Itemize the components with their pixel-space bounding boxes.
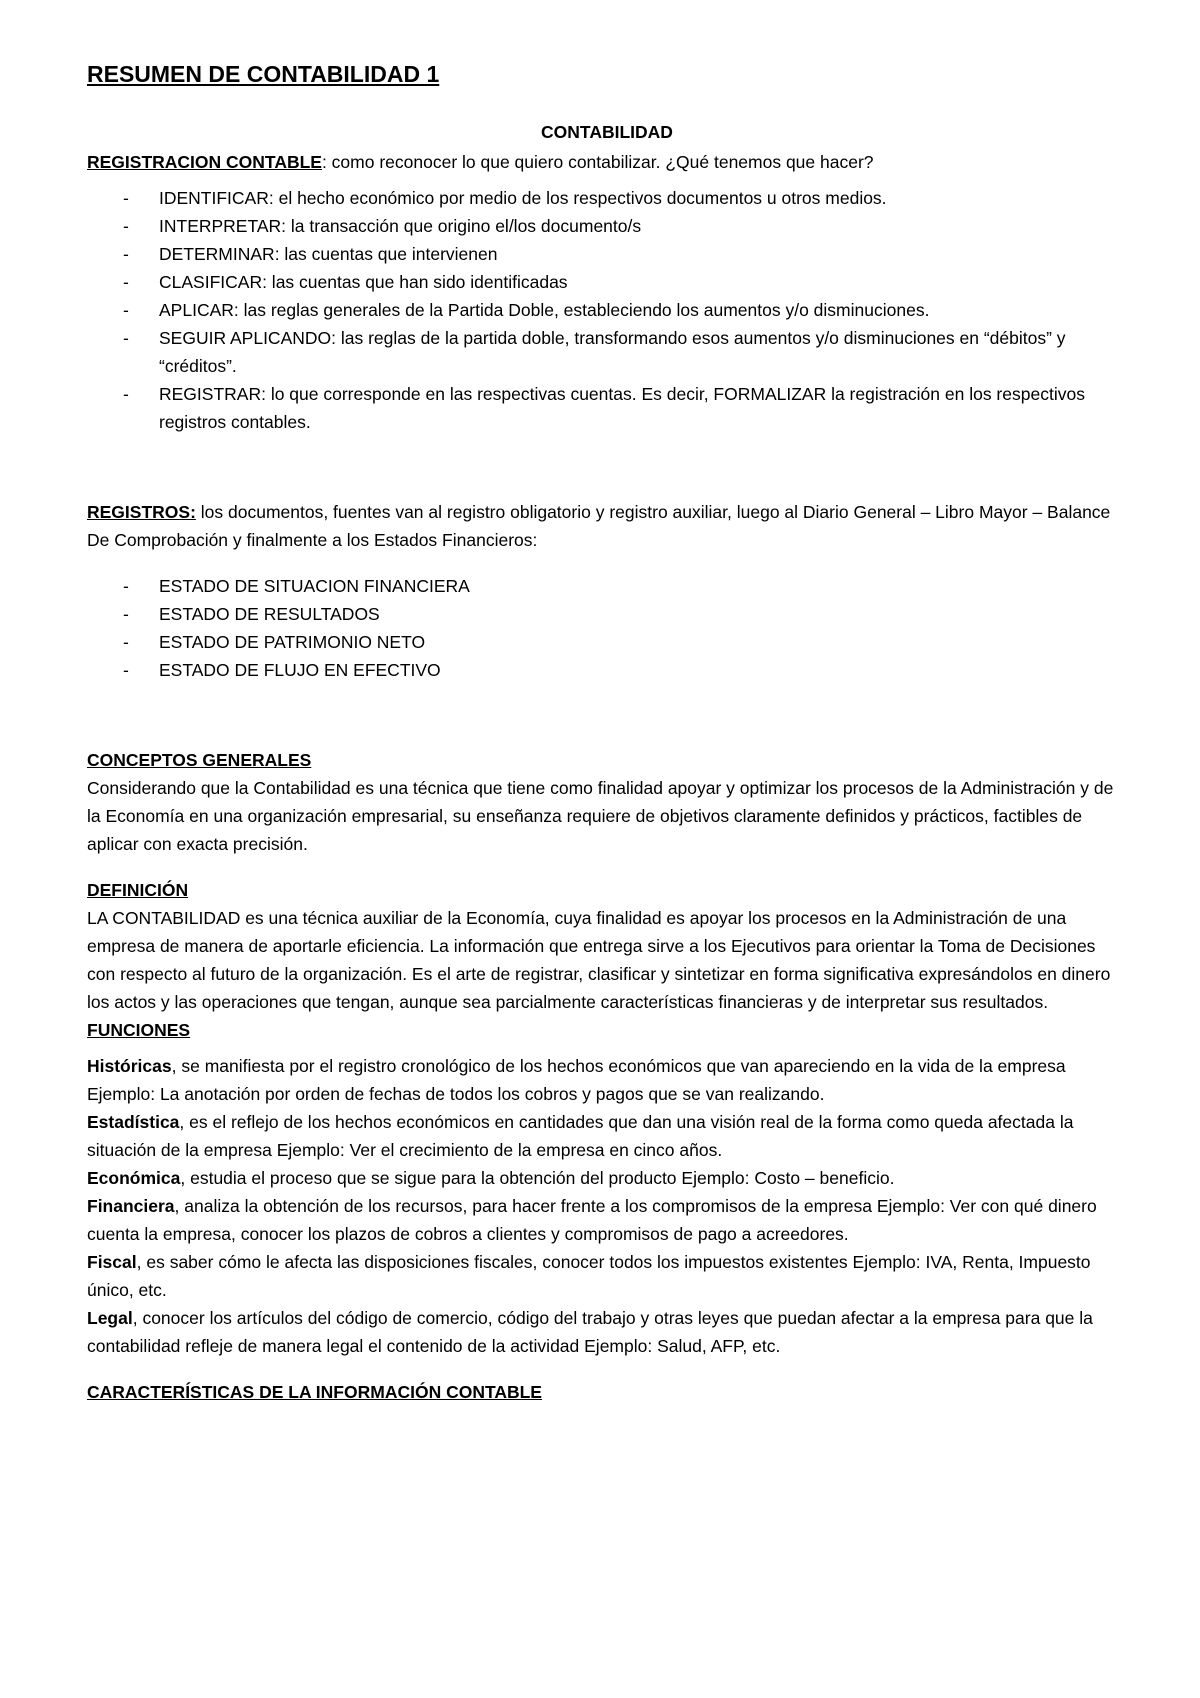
registracion-intro: : como reconocer lo que quiero contabilizar. ¿Qué tenemos que hacer? <box>321 152 874 172</box>
funcion-term: Históricas <box>87 1056 172 1076</box>
estados-financieros-list <box>87 572 1127 684</box>
funcion-item <box>87 1192 1127 1248</box>
document-page <box>87 58 1127 1406</box>
conceptos-heading: CONCEPTOS GENERALES <box>87 750 312 770</box>
funcion-text: , es el reflejo de los hechos económicos en cantidades que dan una visión real de la forma como queda afectada la situación de la empresa Ejemplo: Ver el crecimiento de la empresa en cinco años. <box>87 1112 1074 1160</box>
funcion-item <box>87 1248 1127 1304</box>
registracion-steps-list <box>87 184 1127 436</box>
list-item: - ESTADO DE SITUACION FINANCIERA <box>87 572 1127 600</box>
list-item: - REGISTRAR: lo que corresponde en las respectivas cuentas. Es decir, FORMALIZAR la registración en los respectivos registros contables. <box>87 380 1127 436</box>
list-item: - CLASIFICAR: las cuentas que han sido identificadas <box>87 268 1127 296</box>
funcion-text: , estudia el proceso que se sigue para la obtención del producto Ejemplo: Costo – beneficio. <box>180 1168 895 1188</box>
list-item: - INTERPRETAR: la transacción que origino el/los documento/s <box>87 212 1127 240</box>
list-item: - SEGUIR APLICANDO: las reglas de la partida doble, transformando esos aumentos y/o disminuciones en “débitos” y “créditos”. <box>87 324 1127 380</box>
registros-text: los documentos, fuentes van al registro obligatorio y registro auxiliar, luego al Diario General – Libro Mayor – Balance De Comprobación y finalmente a los Estados Financieros: <box>87 502 1111 550</box>
funcion-item <box>87 1164 1127 1192</box>
list-item: - ESTADO DE FLUJO EN EFECTIVO <box>87 656 1127 684</box>
definicion-text: LA CONTABILIDAD es una técnica auxiliar de la Economía, cuya finalidad es apoyar los procesos en la Administración de una empresa de manera de aportarle eficiencia. La información que entrega sirve a los Ejecutivos para orientar la Toma de Decisiones con respecto al futuro de la organización. Es el arte de registrar, clasificar y sintetizar en forma significativa expresándolos en dinero los actos y las operaciones que tengan, aunque sea parcialmente características financieras y de interpretar sus resultados. <box>87 908 1111 1012</box>
funcion-term: Legal <box>87 1308 133 1328</box>
list-item: - ESTADO DE PATRIMONIO NETO <box>87 628 1127 656</box>
funciones-list <box>87 1052 1127 1360</box>
registros-heading: REGISTROS: <box>87 502 196 522</box>
section-title-contabilidad: CONTABILIDAD <box>541 122 673 142</box>
registracion-paragraph <box>87 148 1127 176</box>
funcion-term: Fiscal <box>87 1252 137 1272</box>
document-title: RESUMEN DE CONTABILIDAD 1 <box>87 61 440 87</box>
funcion-text: , analiza la obtención de los recursos, para hacer frente a los compromisos de la empresa Ejemplo: Ver con qué dinero cuenta la empresa, conocer los plazos de cobros a clientes y compromisos de pago a acreedores. <box>87 1196 1097 1244</box>
funcion-term: Financiera <box>87 1196 175 1216</box>
list-item: - IDENTIFICAR: el hecho económico por medio de los respectivos documentos u otros medios. <box>87 184 1127 212</box>
conceptos-text: Considerando que la Contabilidad es una técnica que tiene como finalidad apoyar y optimizar los procesos de la Administración y de la Economía en una organización empresarial, su enseñanza requiere de objetivos claramente definidos y prácticos, factibles de aplicar con exacta precisión. <box>87 778 1114 854</box>
funcion-text: , se manifiesta por el registro cronológico de los hechos económicos que van apareciendo en la vida de la empresa Ejemplo: La anotación por orden de fechas de todos los cobros y pagos que se van realizando. <box>87 1056 1066 1104</box>
caracteristicas-heading: CARACTERÍSTICAS DE LA INFORMACIÓN CONTABLE <box>87 1382 542 1402</box>
funcion-text: , conocer los artículos del código de comercio, código del trabajo y otras leyes que puedan afectar a la empresa para que la contabilidad refleje de manera legal el contenido de la actividad Ejemplo: Salud, AFP, etc. <box>87 1308 1093 1356</box>
funcion-item <box>87 1108 1127 1164</box>
funcion-term: Estadística <box>87 1112 180 1132</box>
definicion-heading: DEFINICIÓN <box>87 880 189 900</box>
list-item: - ESTADO DE RESULTADOS <box>87 600 1127 628</box>
registros-paragraph <box>87 498 1127 554</box>
funcion-item <box>87 1052 1127 1108</box>
funcion-text: , es saber cómo le afecta las disposiciones fiscales, conocer todos los impuestos existentes Ejemplo: IVA, Renta, Impuesto único, etc. <box>87 1252 1091 1300</box>
registracion-heading: REGISTRACION CONTABLE <box>87 152 322 172</box>
funcion-item <box>87 1304 1127 1360</box>
list-item: - APLICAR: las reglas generales de la Partida Doble, estableciendo los aumentos y/o disminuciones. <box>87 296 1127 324</box>
list-item: - DETERMINAR: las cuentas que intervienen <box>87 240 1127 268</box>
funcion-term: Económica <box>87 1168 181 1188</box>
funciones-heading: FUNCIONES <box>87 1020 191 1040</box>
